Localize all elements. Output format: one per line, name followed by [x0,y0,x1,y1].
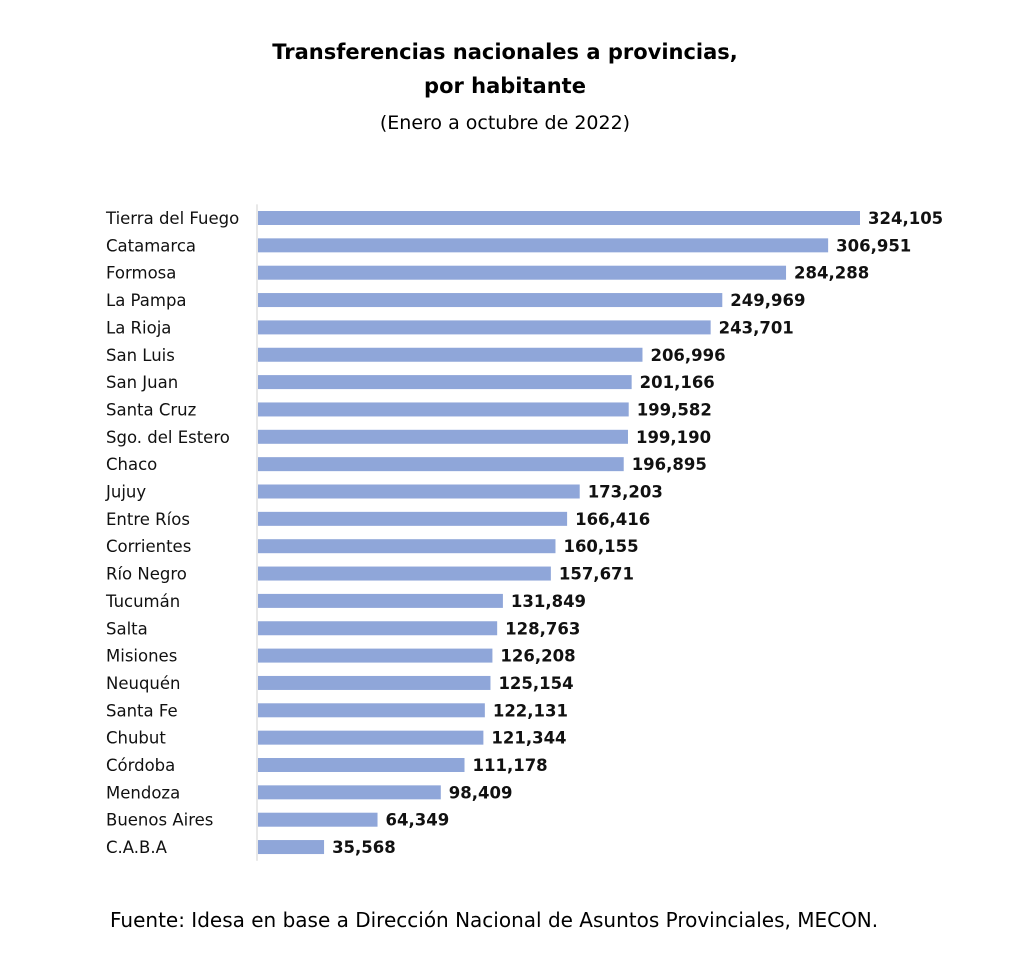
category-label: Río Negro [106,564,187,584]
category-label: Santa Cruz [106,400,197,420]
bar [258,211,860,225]
category-label: Tucumán [106,591,181,611]
value-label: 111,178 [472,756,548,775]
value-label: 199,582 [636,400,712,420]
category-label: Chaco [106,455,158,475]
bar [258,375,632,389]
category-label: San Luis [106,345,175,365]
bar [258,813,378,827]
category-label: Santa Fe [106,701,178,721]
bar [258,840,324,854]
value-label: 306,951 [836,236,912,256]
category-label: Tierra del Fuego [106,209,240,228]
value-label: 243,701 [718,318,794,338]
bar [258,785,441,799]
value-label: 125,154 [498,673,574,693]
category-label: Córdoba [106,756,176,775]
category-label: Misiones [106,646,178,666]
bar [258,266,786,280]
value-label: 98,409 [448,783,513,803]
category-label: Chubut [106,728,166,748]
category-label: Formosa [106,263,177,283]
chart-title: Transferencias nacionales a provincias, [272,40,738,64]
value-label: 196,895 [631,455,707,475]
category-label: Neuquén [106,673,181,693]
bar [258,348,642,362]
value-label: 122,131 [492,701,569,721]
bar [258,703,485,717]
value-label: 284,288 [794,263,870,283]
bar-chart [0,195,1024,875]
chart-title-line-2: por habitante [424,74,586,98]
category-label: Buenos Aires [106,810,214,830]
bar [258,594,503,608]
value-label: 64,349 [385,810,450,830]
value-label: 201,166 [639,373,715,393]
category-label: Mendoza [106,783,181,803]
bar [258,238,828,252]
bar [258,649,492,663]
value-label: 199,190 [635,427,712,447]
bar [258,621,497,635]
bar [258,567,551,581]
source-note: Fuente: Idesa en base a Dirección Nacional de Asuntos Provinciales, MECON. [110,908,879,932]
bar [258,320,711,334]
value-label: 173,203 [587,482,663,502]
value-label: 131,849 [510,591,587,611]
category-label: Corrientes [106,537,192,557]
value-label: 160,155 [563,537,639,557]
value-label: 249,969 [730,291,806,311]
bar [258,293,722,307]
bar [258,457,624,471]
category-label: C.A.B.A [106,838,167,858]
category-label: Jujuy [106,482,147,502]
value-label: 128,763 [505,619,581,639]
bar [258,485,580,499]
value-label: 206,996 [650,345,726,365]
value-label: 126,208 [500,646,576,666]
bar [258,676,490,690]
bar [258,402,629,416]
value-label: 121,344 [491,728,567,748]
category-label: San Juan [106,373,179,393]
value-label: 166,416 [575,509,651,529]
bar [258,731,483,745]
value-label: 324,105 [868,209,944,228]
category-label: Sgo. del Estero [106,427,230,447]
bar [258,758,465,772]
category-label: La Rioja [106,318,172,338]
category-label: La Pampa [106,291,187,311]
category-label: Catamarca [106,236,197,256]
bar [258,430,628,444]
category-label: Salta [106,619,148,639]
value-label: 35,568 [332,838,396,858]
bar [258,512,567,526]
value-label: 157,671 [558,564,635,584]
chart-subtitle: (Enero a octubre de 2022) [379,112,631,134]
bar [258,539,555,553]
category-label: Entre Ríos [106,509,190,529]
